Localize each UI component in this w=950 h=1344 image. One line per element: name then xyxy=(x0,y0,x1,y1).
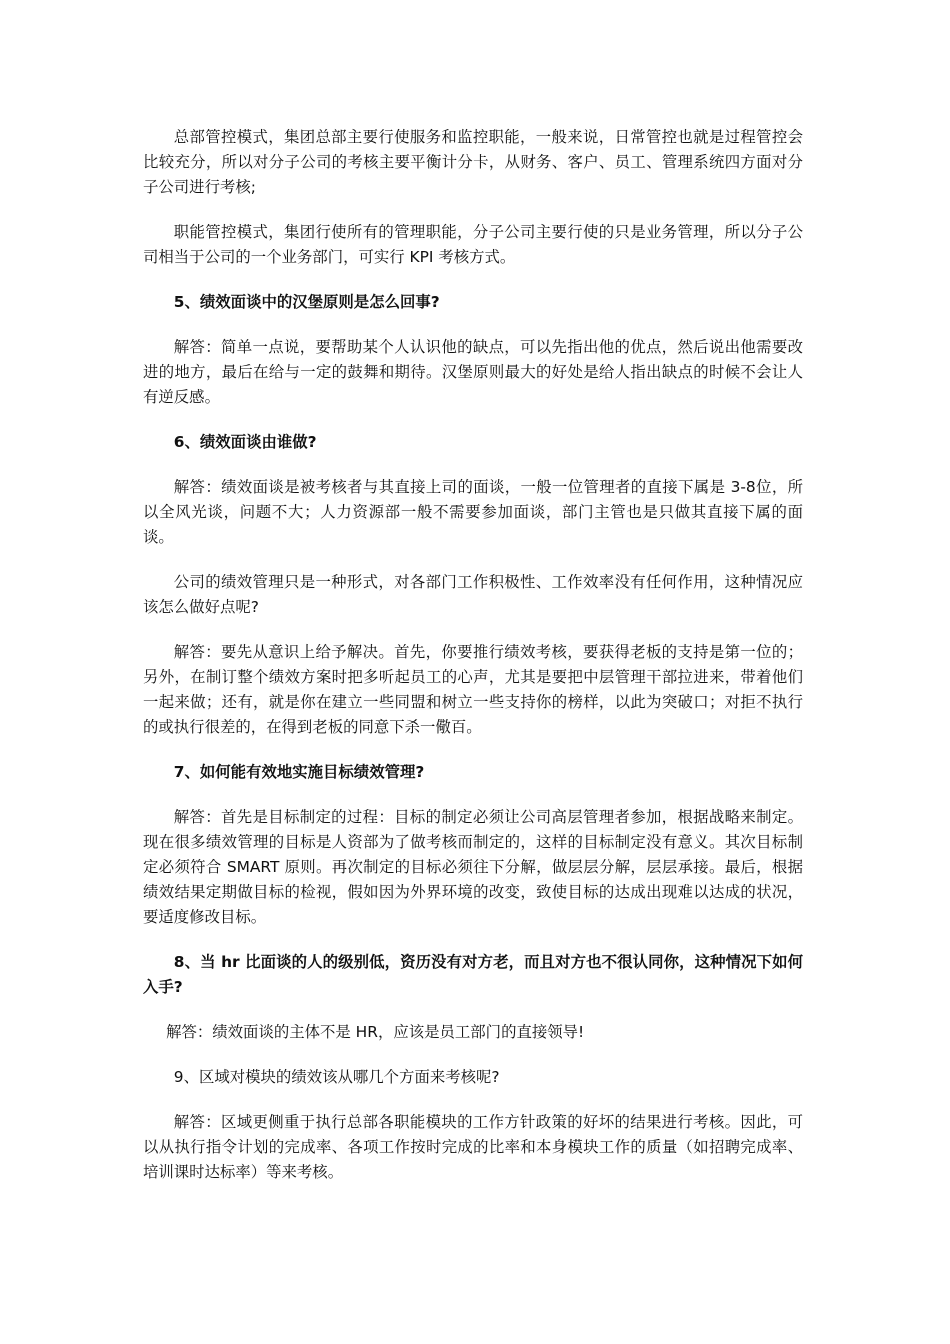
heading-question-6: 6、绩效面谈由谁做? xyxy=(173,433,317,451)
heading-question-7: 7、如何能有效地实施目标绩效管理? xyxy=(173,763,425,781)
answer-question-8: 解答：绩效面谈的主体不是 HR，应该是员工部门的直接领导! xyxy=(166,1023,585,1041)
answer-question-9: 解答：区域更侧重于执行总部各职能模块的工作方针政策的好坏的结果进行考核。因此，可以从执行指令计划的完成率、各项工作按时完成的比率和本身模块工作的质量（如招聘完成率、培训课时达标率）等来考核。 xyxy=(143,1113,803,1181)
heading-question-8: 8、当 hr 比面谈的人的级别低，资历没有对方老，而且对方也不很认同你，这种情况下如何入手? xyxy=(143,953,803,996)
heading-question-5: 5、绩效面谈中的汉堡原则是怎么回事? xyxy=(173,293,440,311)
heading-question-9: 9、区域对模块的绩效该从哪几个方面来考核呢? xyxy=(173,1068,500,1086)
question-performance-form: 公司的绩效管理只是一种形式，对各部门工作积极性、工作效率没有任何作用，这种情况应该怎么做好点呢? xyxy=(143,573,803,616)
paragraph-hq-control-mode: 总部管控模式，集团总部主要行使服务和监控职能，一般来说，日常管控也就是过程管控会比较充分，所以对分子公司的考核主要平衡计分卡，从财务、客户、员工、管理系统四方面对分子公司进行考核; xyxy=(143,128,803,196)
answer-performance-form: 解答：要先从意识上给予解决。首先，你要推行绩效考核，要获得老板的支持是第一位的；另外，在制订整个绩效方案时把多听起员工的心声，尤其是要把中层管理干部拉进来，带着他们一起来做；还有，就是你在建立一些同盟和树立一些支持你的榜样，以此为突破口；对拒不执行的或执行很差的，在得到老板的同意下杀一儆百。 xyxy=(143,643,803,736)
paragraph-functional-control-mode: 职能管控模式，集团行使所有的管理职能，分子公司主要行使的只是业务管理，所以分子公司相当于公司的一个业务部门，可实行 KPI 考核方式。 xyxy=(143,223,803,266)
answer-question-7: 解答：首先是目标制定的过程：目标的制定必须让公司高层管理者参加，根据战略来制定。现在很多绩效管理的目标是人资部为了做考核而制定的，这样的目标制定没有意义。其次目标制定必须符合 SMART 原则。再次制定的目标必须往下分解，做层层分解，层层承接。最后，根据绩效结果定期做目标的检视，假如因为外界环境的改变，致使目标的达成出现难以达成的状况，要适度修改目标。 xyxy=(143,808,803,926)
answer-question-5: 解答：简单一点说，要帮助某个人认识他的缺点，可以先指出他的优点，然后说出他需要改进的地方，最后在给与一定的鼓舞和期待。汉堡原则最大的好处是给人指出缺点的时候不会让人有逆反感。 xyxy=(143,338,803,406)
document-page xyxy=(143,125,803,1205)
answer-question-6: 解答：绩效面谈是被考核者与其直接上司的面谈，一般一位管理者的直接下属是 3-8位，所以全风光谈，问题不大；人力资源部一般不需要参加面谈，部门主管也是只做其直接下属的面谈。 xyxy=(143,478,803,546)
